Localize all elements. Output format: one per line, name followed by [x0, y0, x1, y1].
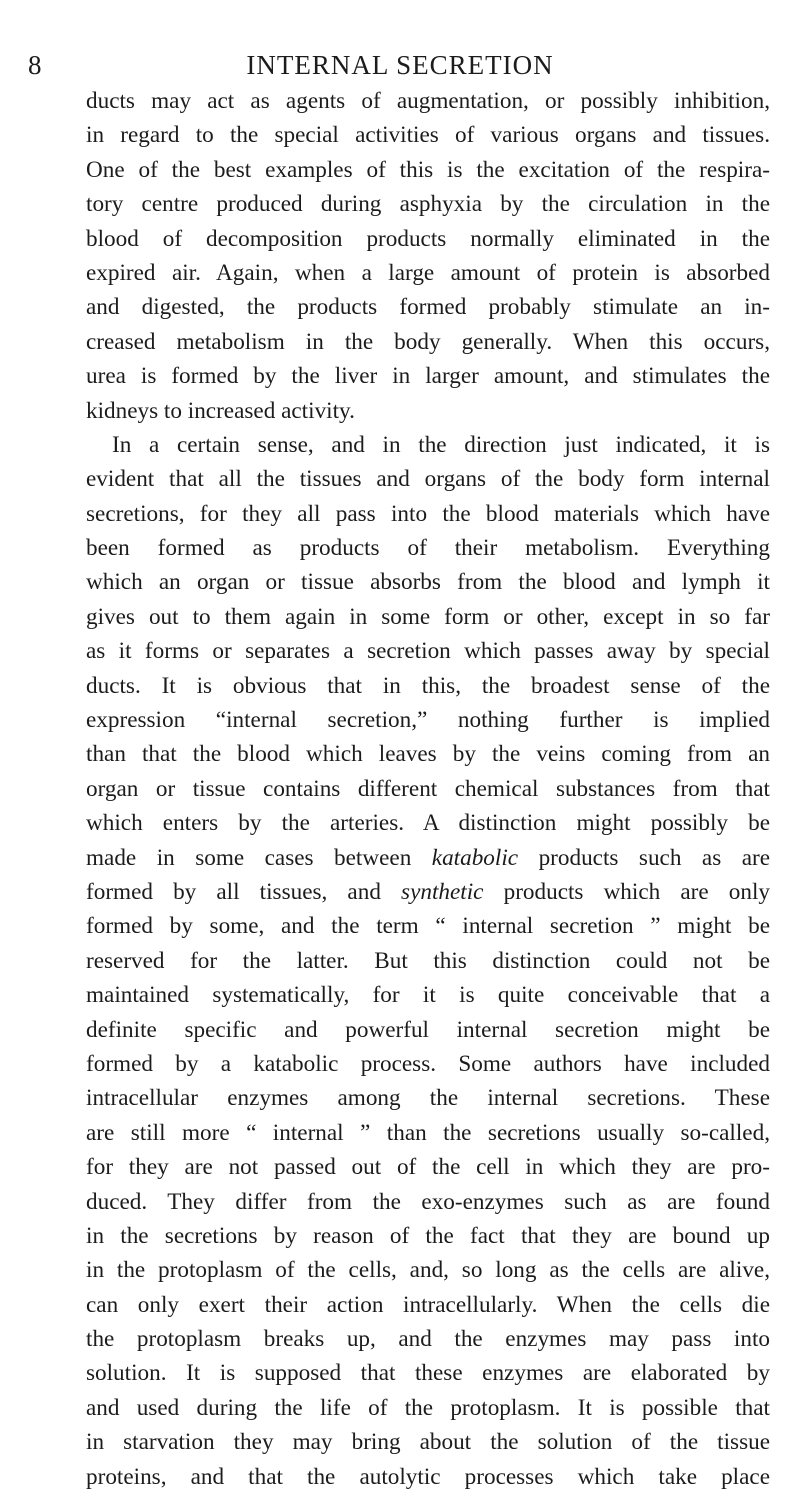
text-segment: products which are only — [503, 878, 770, 905]
text-line — [86, 875, 770, 909]
text-line: One of the best examples of this is the excitation of the respira- — [86, 156, 770, 183]
text-line: and used during the life of the protoplasm. It is possible that — [86, 1394, 770, 1421]
text-line: and digested, the products formed probably stimulate an in- — [86, 294, 770, 321]
text-line: formed by a katabolic process. Some authors have included — [86, 1050, 770, 1077]
text-line: expired air. Again, when a large amount of protein is absorbed — [86, 259, 770, 286]
text-line: evident that all the tissues and organs of the body form internal — [86, 466, 770, 493]
text-segment: made in some cases between — [86, 844, 412, 871]
text-line: are still more “ internal ” than the secretions usually so-called, — [86, 1119, 770, 1146]
text-line: in starvation they may bring about the solution of the tissue — [86, 1429, 770, 1456]
text-line: maintained systematically, for it is quite conceivable that a — [86, 982, 770, 1009]
text-line: in the protoplasm of the cells, and, so long as the cells are alive, — [86, 1257, 770, 1284]
text-line: intracellular enzymes among the internal secretions. These — [86, 1085, 770, 1112]
text-line: gives out to them again in some form or other, except in so far — [86, 603, 770, 630]
running-head: INTERNAL SECRETION — [246, 50, 554, 80]
text-line: definite specific and powerful internal secretion might be — [86, 1016, 770, 1043]
text-line: expression “internal secretion,” nothing further is implied — [86, 707, 770, 734]
text-line: solution. It is supposed that these enzymes are elaborated by — [86, 1360, 770, 1387]
text-line: in regard to the special activities of various organs and tissues. — [86, 122, 770, 149]
text-segment: products such as are — [538, 844, 771, 871]
text-line: organ or tissue contains different chemical substances from that — [86, 775, 770, 802]
text-line: blood of decomposition products normally eliminated in the — [86, 225, 770, 252]
text-line: for they are not passed out of the cell in which they are pro- — [86, 1154, 770, 1181]
text-line: kidneys to increased activity. — [86, 397, 355, 424]
text-line: can only exert their action intracellularly. When the cells die — [86, 1291, 770, 1318]
text-segment: formed by all tissues, and — [86, 878, 381, 905]
text-line: the protoplasm breaks up, and the enzymes may pass into — [86, 1326, 770, 1353]
text-line: creased metabolism in the body generally. When this occurs, — [86, 328, 770, 355]
text-line: in the secretions by reason of the fact that they are bound up — [86, 1222, 770, 1249]
text-line: duced. They differ from the exo-enzymes such as are found — [86, 1188, 770, 1215]
text-line: been formed as products of their metabolism. Everything — [86, 535, 770, 562]
text-line: ducts. It is obvious that in this, the broadest sense of the — [86, 672, 770, 699]
text-line: ducts may act as agents of augmentation, or possibly inhibition, — [86, 88, 770, 114]
text-line: secretions, for they all pass into the blood materials which have — [86, 500, 770, 527]
text-line: which an organ or tissue absorbs from the blood and lymph it — [86, 569, 770, 596]
text-line: reserved for the latter. But this distinction could not be — [86, 947, 770, 974]
text-line: as it forms or separates a secretion which passes away by special — [86, 638, 770, 665]
text-line: which enters by the arteries. A distinction might possibly be — [86, 810, 770, 837]
text-line — [86, 841, 770, 875]
text-line: than that the blood which leaves by the veins coming from an — [86, 741, 770, 768]
text-line: proteins, and that the autolytic processes which take place — [86, 1463, 770, 1490]
text-line: In a certain sense, and in the direction just indicated, it is — [112, 431, 770, 458]
italic-term: katabolic — [431, 844, 519, 871]
page-number: 8 — [28, 50, 42, 80]
text-line: formed by some, and the term “ internal secretion ” might be — [86, 913, 770, 940]
italic-term: synthetic — [401, 878, 484, 905]
text-line: urea is formed by the liver in larger amount, and stimulates the — [86, 363, 770, 390]
body-text — [86, 84, 770, 1494]
text-line: tory centre produced during asphyxia by the circulation in the — [86, 191, 770, 218]
